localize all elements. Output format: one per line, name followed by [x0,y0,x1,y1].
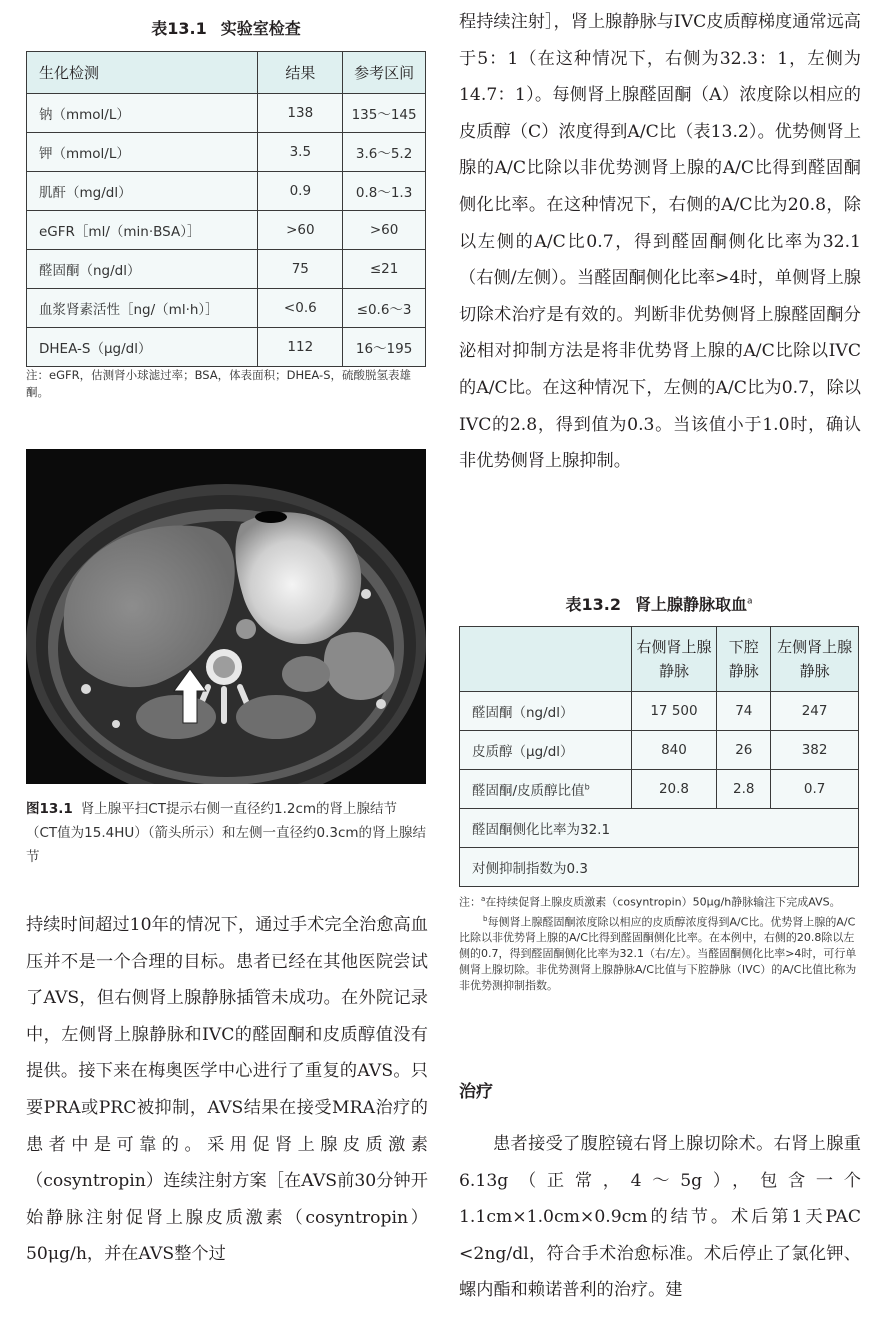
table-cell: 75 [258,250,343,289]
table-cell: 对侧抑制指数为0.3 [460,848,859,887]
table-cell: 血浆肾素活性［ng/（ml·h）］ [27,289,258,328]
table-row [27,94,426,133]
table-cell: 840 [631,731,717,770]
treatment-heading: 治疗 [459,1082,493,1102]
table-cell: >60 [258,211,343,250]
table-cell: DHEA-S（μg/dl） [27,328,258,367]
table-cell: 醛固酮侧化比率为32.1 [460,809,859,848]
column-header: 下腔静脉 [717,627,771,692]
column-header: 生化检测 [27,52,258,94]
column-header: 结果 [258,52,343,94]
table-header-row [460,627,859,692]
column-header: 左侧肾上腺静脉 [771,627,859,692]
right-body-paragraph: 程持续注射］，肾上腺静脉与IVC皮质醇梯度通常远高于5：1（在这种情况下，右侧为32.3：1，左侧为14.7：1）。每侧肾上腺醛固酮（A）浓度除以相应的皮质醇（C）浓度得到A/C比（表13.2）。优势侧肾上腺的A/C比除以非优势测肾上腺的A/C比得到醛固酮侧化比率。在这种情况下，右侧的A/C比为20.8，除以左侧的A/C比0.7，得到醛固酮侧化比率为32.1（右侧/左侧）。当醛固酮侧化比率>4时，单侧肾上腺切除术治疗是有效的。判断非优势侧肾上腺醛固酮分泌相对抑制方法是将非优势肾上腺的A/C比除以IVC的A/C比。在这种情况下，左侧的A/C比为0.7，除以IVC的2.8，得到值为0.3。当该值小于1.0时，确认非优势侧肾上腺抑制。 [459,12,861,472]
table2-note-a: 注：$^a$在持续促肾上腺皮质激素（cosyntropin）50μg/h静脉输注下完成AVS。 [459,895,841,909]
table-cell: 钠（mmol/L） [27,94,258,133]
table-cell: 0.7 [771,770,859,809]
ct-scan-image [26,449,426,784]
table-row [27,172,426,211]
table-row [460,809,859,848]
table-cell: 112 [258,328,343,367]
table-cell: 钾（mmol/L） [27,133,258,172]
table-cell: 0.9 [258,172,343,211]
table-cell: 3.6～5.2 [343,133,426,172]
table-row [460,731,859,770]
table-cell: 26 [717,731,771,770]
table-row [27,289,426,328]
table-cell: eGFR［ml/（min·BSA）］ [27,211,258,250]
column-header [460,627,632,692]
treatment-paragraph: 患者接受了腹腔镜右肾上腺切除术。右肾上腺重6.13g（正常，4～5g），包含一个1.1cm×1.0cm×0.9cm的结节。术后第1天PAC <2ng/dl，符合手术治愈标准。术后停止了氯化钾、螺内酯和赖诺普利的治疗。建 [459,1134,861,1301]
table-cell: ≤21 [343,250,426,289]
table-cell: 醛固酮/皮质醇比值$^b$ [460,770,632,809]
table-cell: 醛固酮（ng/dl） [460,692,632,731]
left-body-paragraph: 持续时间超过10年的情况下，通过手术完全治愈高血压并不是一个合理的目标。患者已经在其他医院尝试了AVS，但右侧肾上腺静脉插管未成功。在外院记录中，左侧肾上腺静脉和IVC的醛固酮和皮质醇值没有提供。接下来在梅奥医学中心进行了重复的AVS。只要PRA或PRC被抑制，AVS结果在接受MRA治疗的患者中是可靠的。采用促肾上腺皮质激素（cosyntropin）连续注射方案［在AVS前30分钟开始静脉注射促肾上腺皮质激素（cosyntropin）50μg/h，并在AVS整个过 [26,915,428,1265]
figure-caption: 图13.1 肾上腺平扫CT提示右侧一直径约1.2cm的肾上腺结节（CT值为15.4HU）（箭头所示）和左侧一直径约0.3cm的肾上腺结节 [26,801,427,865]
table-row [460,848,859,887]
table-cell: <0.6 [258,289,343,328]
column-header: 右侧肾上腺静脉 [631,627,717,692]
table-cell: 247 [771,692,859,731]
table2-notes [459,891,859,994]
table-row [27,133,426,172]
table-row [460,770,859,809]
table2-note-b: $^b$每侧肾上腺醛固酮浓度除以相应的皮质醇浓度得到A/C比。优势肾上腺的A/C比除以非优势肾上腺的A/C比得到醛固酮侧化比率。在本例中，右侧的20.8除以左侧的0.7，得到醛固酮侧化比率为32.1（右/左）。当醛固酮侧化比率>4时，可行单侧肾上腺切除。非优势测肾上腺静脉A/C比值与下腔静脉（IVC）的A/C比值比称为非优势测抑制指数。 [459,914,857,993]
table-cell: 皮质醇（μg/dl） [460,731,632,770]
avs-table [459,626,859,887]
table-row [27,211,426,250]
figure-number: 图13.1 [26,801,73,817]
table-header-row [27,52,426,94]
table1-title: 表13.1 实验室检查 [151,19,301,38]
table1-note: 注：eGFR，估测肾小球滤过率；BSA，体表面积；DHEA-S，硫酸脱氢表雄酮。 [26,368,411,399]
table2-title: 表13.2 肾上腺静脉取血$^a$ [565,595,753,614]
table-cell: 0.8～1.3 [343,172,426,211]
table-row [27,250,426,289]
table-cell: >60 [343,211,426,250]
table-cell: 138 [258,94,343,133]
table-row [27,328,426,367]
ct-scan-figure [26,449,426,784]
table-cell: 17 500 [631,692,717,731]
table-cell: 2.8 [717,770,771,809]
table-cell: 135～145 [343,94,426,133]
table-cell: 20.8 [631,770,717,809]
column-header: 参考区间 [343,52,426,94]
table-cell: 382 [771,731,859,770]
table-row [460,692,859,731]
table-cell: 肌酐（mg/dl） [27,172,258,211]
table-cell: 16～195 [343,328,426,367]
arrow-icon [170,667,210,727]
table-cell: ≤0.6～3 [343,289,426,328]
table-cell: 3.5 [258,133,343,172]
table-cell: 醛固酮（ng/dl） [27,250,258,289]
lab-results-table [26,51,426,367]
table-cell: 74 [717,692,771,731]
